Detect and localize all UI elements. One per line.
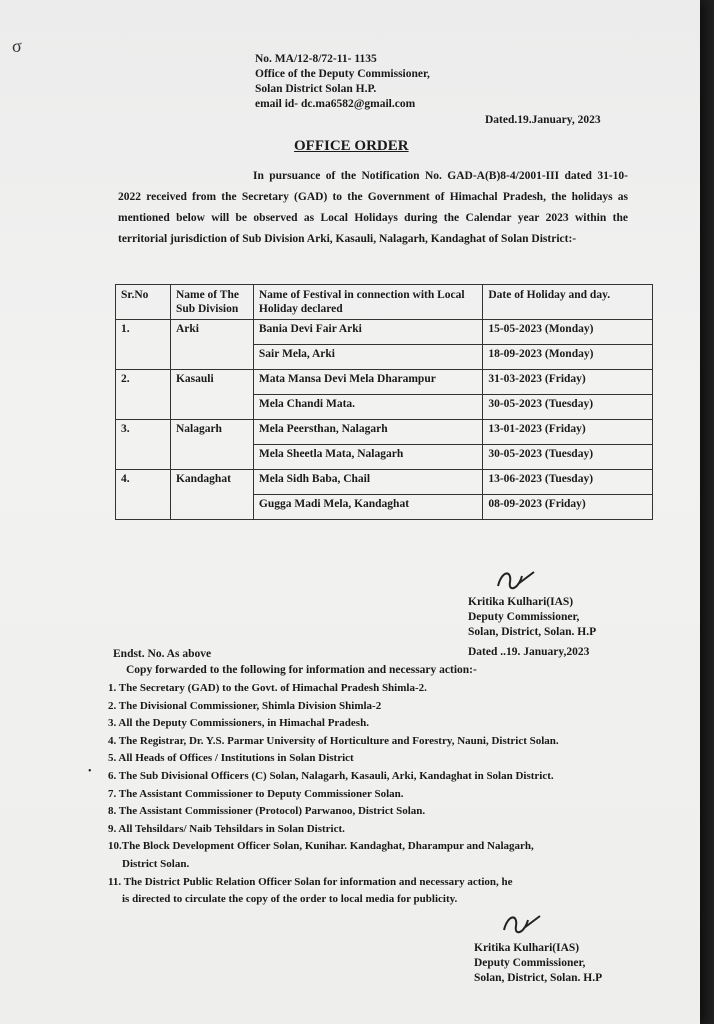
page-title: OFFICE ORDER — [294, 138, 409, 154]
signature-scribble-icon — [500, 910, 544, 940]
cell-srno: 2. — [116, 370, 171, 420]
signature-block-1 — [468, 595, 596, 640]
list-item: 1. The Secretary (GAD) to the Govt. of Himachal Pradesh Shimla-2. — [108, 682, 427, 694]
list-item: is directed to circulate the copy of the order to local media for publicity. — [122, 893, 458, 906]
cell-festival: Mata Mansa Devi Mela Dharampur — [253, 370, 482, 395]
header-subdivision: Name of The Sub Division — [170, 285, 253, 320]
table-row — [116, 470, 653, 495]
list-item: 3. All the Deputy Commissioners, in Himachal Pradesh. — [108, 717, 369, 730]
cell-srno: 3. — [116, 420, 171, 470]
bullet-dot-icon: • — [88, 766, 92, 777]
table-row — [116, 370, 653, 395]
list-item: 9. All Tehsildars/ Naib Tehsildars in Solan District. — [108, 822, 345, 835]
cell-festival: Gugga Madi Mela, Kandaghat — [253, 495, 482, 520]
list-item: 11. The District Public Relation Officer Solan for information and necessary action, he — [108, 875, 513, 888]
cell-date: 31-03-2023 (Friday) — [483, 370, 653, 395]
cell-subdivision: Nalagarh — [170, 420, 253, 470]
list-item: 8. The Assistant Commissioner (Protocol) Parwanoo, District Solan. — [108, 805, 426, 818]
table-row — [116, 420, 653, 445]
office-header — [255, 52, 430, 112]
signatory-designation: Deputy Commissioner, — [468, 611, 580, 623]
cell-date: 30-05-2023 (Tuesday) — [483, 395, 653, 420]
cell-date: 30-05-2023 (Tuesday) — [483, 445, 653, 470]
order-paragraph: In pursuance of the Notification No. GAD-A(B)8-4/2001-III dated 31-10-2022 received from the Secretary (GAD) to the Government of Himachal Pradesh, the holidays as mentioned below will be observed as Local Holidays during the Calendar year 2023 within the territorial jurisdiction of Sub Division Arki, Kasauli, Nalagarh, Kandaghat of Solan District:- — [118, 170, 628, 245]
cell-date: 15-05-2023 (Monday) — [483, 320, 653, 345]
order-number: No. MA/12-8/72-11- 1135 — [255, 53, 377, 65]
signatory-designation: Deputy Commissioner, — [474, 957, 586, 969]
cell-date: 08-09-2023 (Friday) — [483, 495, 653, 520]
order-date: Dated.19.January, 2023 — [485, 114, 601, 126]
copy-list — [108, 680, 559, 909]
office-district: Solan District Solan H.P. — [255, 83, 377, 95]
holiday-table — [115, 284, 653, 520]
endorsement-date: Dated ..19. January,2023 — [468, 646, 590, 658]
signatory-place: Solan, District, Solan. H.P — [468, 626, 597, 638]
cell-date: 18-09-2023 (Monday) — [483, 345, 653, 370]
corner-handwritten-mark: σ — [12, 36, 22, 56]
list-item: 4. The Registrar, Dr. Y.S. Parmar University of Horticulture and Forestry, Nauni, District Solan. — [108, 734, 559, 747]
signature-block-2 — [474, 941, 602, 986]
list-item: 10.The Block Development Officer Solan, Kunihar. Kandaghat, Dharampur and Nalagarh, — [108, 840, 534, 853]
cell-festival: Mela Sidh Baba, Chail — [253, 470, 482, 495]
signature-scribble-icon — [494, 566, 538, 596]
signatory-name: Kritika Kulhari(IAS) — [474, 942, 580, 954]
cell-date: 13-06-2023 (Tuesday) — [483, 470, 653, 495]
cell-subdivision: Arki — [170, 320, 253, 370]
cell-festival: Bania Devi Fair Arki — [253, 320, 482, 345]
signatory-name: Kritika Kulhari(IAS) — [468, 596, 574, 608]
cell-date: 13-01-2023 (Friday) — [483, 420, 653, 445]
cell-festival: Sair Mela, Arki — [253, 345, 482, 370]
list-item: 7. The Assistant Commissioner to Deputy Commissioner Solan. — [108, 787, 404, 800]
header-srno: Sr.No — [116, 285, 171, 320]
copy-forwarded-line: Copy forwarded to the following for information and necessary action:- — [126, 664, 477, 676]
endorsement-number: Endst. No. As above — [113, 648, 212, 660]
signatory-place: Solan, District, Solan. H.P — [474, 972, 603, 984]
header-date: Date of Holiday and day. — [483, 285, 653, 320]
cell-subdivision: Kasauli — [170, 370, 253, 420]
header-festival: Name of Festival in connection with Local Holiday declared — [253, 285, 482, 320]
table-header-row — [116, 285, 653, 320]
list-item: 2. The Divisional Commissioner, Shimla Division Shimla-2 — [108, 699, 382, 712]
office-name: Office of the Deputy Commissioner, — [255, 68, 430, 80]
list-item: District Solan. — [122, 857, 190, 870]
cell-srno: 4. — [116, 470, 171, 520]
list-item: 5. All Heads of Offices / Institutions in Solan District — [108, 752, 354, 765]
cell-festival: Mela Peersthan, Nalagarh — [253, 420, 482, 445]
list-item: 6. The Sub Divisional Officers (C) Solan, Nalagarh, Kasauli, Arki, Kandaghat in Solan District. — [108, 769, 554, 782]
cell-srno: 1. — [116, 320, 171, 370]
office-email: email id- dc.ma6582@gmail.com — [255, 98, 416, 110]
table-row — [116, 320, 653, 345]
cell-festival: Mela Chandi Mata. — [253, 395, 482, 420]
cell-subdivision: Kandaghat — [170, 470, 253, 520]
cell-festival: Mela Sheetla Mata, Nalagarh — [253, 445, 482, 470]
